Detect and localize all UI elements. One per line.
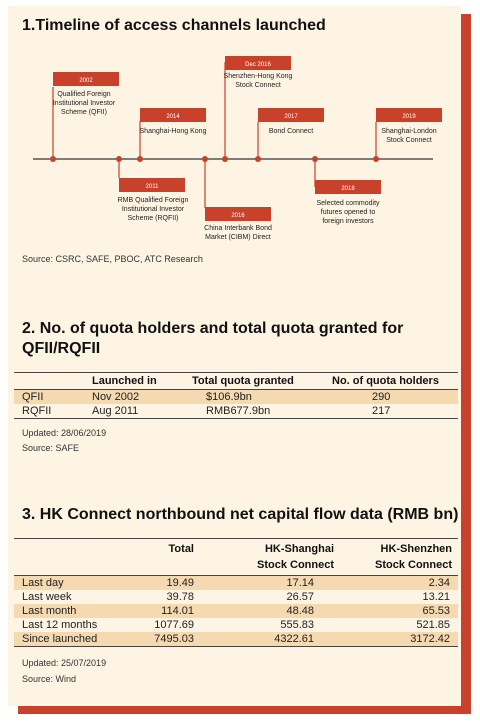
flow-header-shanghai-line2: Stock Connect xyxy=(256,559,334,571)
quota-source: Source: SAFE xyxy=(22,443,80,453)
quota-header-launched: Launched in xyxy=(92,373,192,390)
flow-row-label: Last month xyxy=(14,604,134,618)
table-row xyxy=(14,576,458,591)
flow-row-label: Since launched xyxy=(14,632,134,647)
tag-2016-text: 2016 xyxy=(231,213,245,219)
event-label-bond-connect: Bond Connect xyxy=(268,128,314,135)
dot-dec2016 xyxy=(222,156,228,162)
timeline-source: Source: CSRC, SAFE, PBOC, ATC Research xyxy=(22,254,203,264)
tag-2014-text: 2014 xyxy=(166,114,180,120)
quota-row-holders: 217 xyxy=(332,404,458,419)
dot-2019 xyxy=(373,156,379,162)
flow-updated: Updated: 25/07/2019 xyxy=(22,658,107,668)
quota-row-holders: 290 xyxy=(332,390,458,405)
quota-row-total: $106.9bn xyxy=(192,390,332,405)
flow-table-header xyxy=(14,539,458,576)
dot-2017 xyxy=(255,156,261,162)
timeline-title: 1.Timeline of access channels launched xyxy=(22,17,326,34)
event-label-qfii: Qualified Foreign Institutional Investor Scheme (QFII) xyxy=(52,91,116,116)
tag-2018-text: 2018 xyxy=(341,186,355,192)
flow-row-shenzhen: 3172.42 xyxy=(334,632,458,647)
flow-row-total: 114.01 xyxy=(134,604,194,618)
tag-2017-text: 2017 xyxy=(284,114,298,120)
flow-header-shenzhen-line2: Stock Connect xyxy=(374,559,452,571)
flow-row-shenzhen: 65.53 xyxy=(334,604,458,618)
table-row xyxy=(14,590,458,604)
quota-table xyxy=(14,372,458,419)
event-label-rqfii: RMB Qualified Foreign Institutional Investor Scheme (RQFII) xyxy=(117,197,189,222)
flow-header-total: Total xyxy=(134,539,194,576)
flow-row-shanghai: 17.14 xyxy=(194,576,334,591)
dot-2011 xyxy=(116,156,122,162)
flow-row-total: 19.49 xyxy=(134,576,194,591)
flow-row-shanghai: 555.83 xyxy=(280,619,314,631)
dot-2002 xyxy=(50,156,56,162)
dot-2014 xyxy=(137,156,143,162)
flow-row-label: Last day xyxy=(14,576,134,591)
quota-title-line2: QFII/RQFII xyxy=(22,340,101,357)
flow-row-shanghai: 4322.61 xyxy=(194,632,334,647)
flow-source: Source: Wind xyxy=(22,674,77,684)
quota-table-header xyxy=(14,373,458,390)
table-row xyxy=(14,604,458,618)
tag-2002-text: 2002 xyxy=(79,78,93,84)
dot-2016 xyxy=(202,156,208,162)
table-row xyxy=(14,404,458,419)
quota-updated: Updated: 28/06/2019 xyxy=(22,428,107,438)
flow-header-blank xyxy=(14,539,134,576)
event-label-cibm: China Interbank Bond Market (CIBM) Direct xyxy=(204,225,272,241)
quota-row-name: RQFII xyxy=(14,404,92,419)
quota-header-blank xyxy=(14,373,92,390)
tag-2011-text: 2011 xyxy=(145,184,159,190)
flow-row-shanghai: 48.48 xyxy=(194,604,334,618)
dot-2018 xyxy=(312,156,318,162)
quota-row-launched: Nov 2002 xyxy=(92,390,192,405)
flow-header-shanghai xyxy=(194,539,334,576)
event-label-shenzhen-hk: Shenzhen-Hong Kong Stock Connect xyxy=(223,73,293,89)
quota-row-name: QFII xyxy=(14,390,92,405)
tag-dec2016-text: Dec 2016 xyxy=(245,62,271,68)
flow-header-shanghai-line1: HK-Shanghai xyxy=(264,543,334,555)
flow-row-total: 7495.03 xyxy=(134,632,194,647)
flow-row-total: 1077.69 xyxy=(154,619,194,631)
flow-row-label: Last week xyxy=(22,591,72,603)
event-label-shanghai-hk: Shanghai-Hong Kong xyxy=(139,128,207,135)
infographic-card xyxy=(8,6,461,706)
flow-header-shenzhen xyxy=(334,539,458,576)
table-row xyxy=(14,390,458,405)
event-label-commodity: Selected commodity futures opened to foreign investors xyxy=(316,200,380,225)
flow-row-total: 39.78 xyxy=(166,591,194,603)
table-row xyxy=(14,632,458,647)
event-label-shanghai-london: Shanghai-London Stock Connect xyxy=(381,128,437,144)
flow-row-shenzhen: 13.21 xyxy=(422,591,450,603)
quota-header-total: Total quota granted xyxy=(192,373,332,390)
flow-row-shenzhen: 521.85 xyxy=(416,619,450,631)
tag-2019-text: 2019 xyxy=(402,114,416,120)
flow-title: 3. HK Connect northbound net capital flow data (RMB bn) xyxy=(22,506,459,523)
quota-row-total: RMB677.9bn xyxy=(192,404,332,419)
quota-header-holders: No. of quota holders xyxy=(332,373,458,390)
flow-header-shenzhen-line1: HK-Shenzhen xyxy=(380,543,452,555)
flow-table xyxy=(14,538,458,647)
quota-title-line1: 2. No. of quota holders and total quota granted for xyxy=(22,320,404,337)
flow-row-label: Last 12 months xyxy=(22,619,98,631)
table-row xyxy=(14,618,458,632)
quota-row-launched: Aug 2011 xyxy=(92,404,192,419)
flow-row-shanghai: 26.57 xyxy=(286,591,314,603)
flow-row-shenzhen: 2.34 xyxy=(334,576,458,591)
